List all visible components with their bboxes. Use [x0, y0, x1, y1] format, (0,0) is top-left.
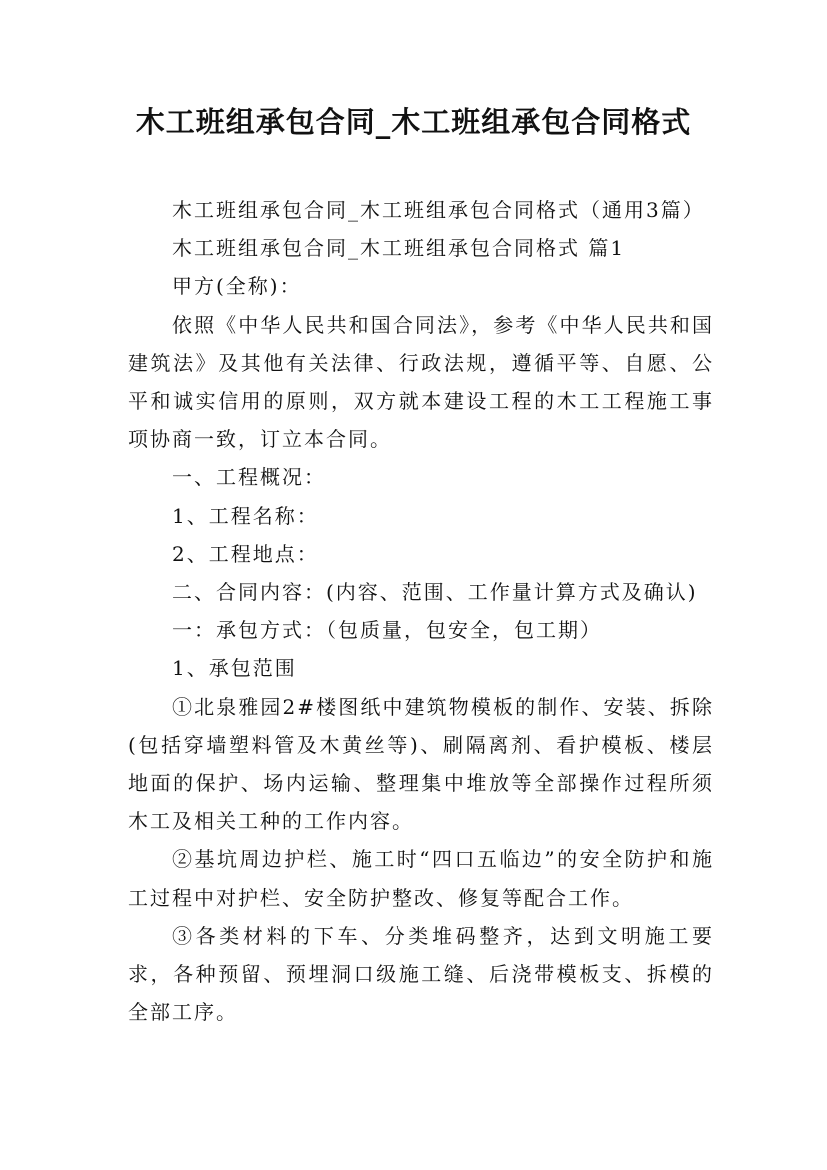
paragraph-subtitle: 木工班组承包合同_木工班组承包合同格式（通用3篇）: [172, 198, 705, 222]
paragraph-scope-item-3: ③各类材料的下车、分类堆码整齐，达到文明施工要求，各种预留、预埋洞口级施工缝、后浇带模板支、拆模的全部工序。: [128, 923, 714, 1025]
document-title: 木工班组承包合同_木工班组承包合同格式: [135, 105, 692, 139]
paragraph-preamble: 依照《中华人民共和国合同法》，参考《中华人民共和国建筑法》及其他有关法律、行政法规，遵循平等、自愿、公平和诚实信用的原则，双方就本建设工程的木工工程施工事项协商一致，订立本合同。: [128, 312, 714, 452]
paragraph-contract-content: 二、合同内容：(内容、范围、工作量计算方式及确认): [172, 580, 698, 605]
paragraph-project-name: 1、工程名称：: [172, 503, 319, 528]
paragraph-party-a: 甲方(全称)：: [172, 274, 302, 299]
paragraph-scope-item-2: ②基坑周边护栏、施工时“四口五临边”的安全防护和施工过程中对护栏、安全防护整改、修复等配合工作。: [128, 847, 714, 910]
paragraph-scope-item-1: ①北泉雅园2#楼图纸中建筑物模板的制作、安装、拆除(包括穿墙塑料管及木黄丝等)、刷隔离剂、看护模板、楼层地面的保护、场内运输、整理集中堆放等全部操作过程所须木工及相关工种的工作内容。: [128, 694, 714, 834]
document-body: [128, 191, 714, 1031]
paragraph-scope-heading: 1、承包范围: [172, 656, 297, 681]
paragraph-project-location: 2、工程地点：: [172, 541, 319, 566]
paragraph-project-overview: 一、工程概况：: [172, 465, 326, 490]
paragraph-contract-method: 一：承包方式：（包质量，包安全，包工期）: [172, 618, 602, 643]
paragraph-section-heading: 木工班组承包合同_木工班组承包合同格式 篇1: [172, 236, 626, 261]
